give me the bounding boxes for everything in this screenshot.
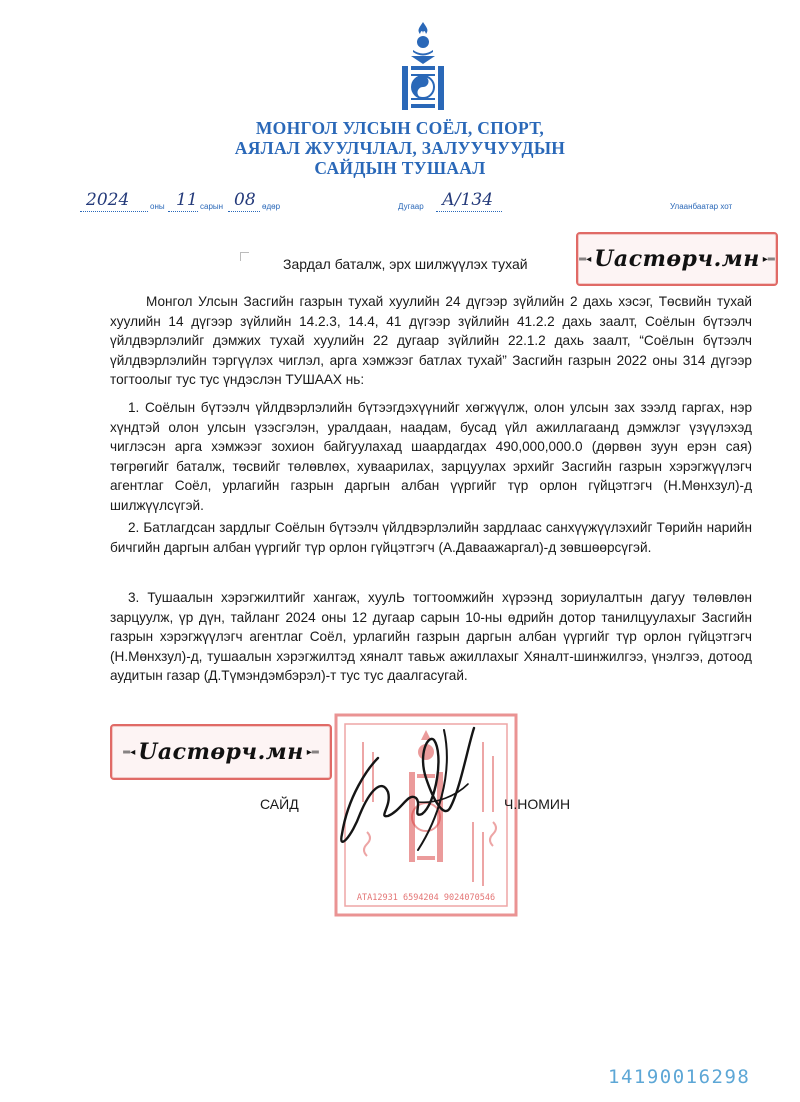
watermark-bottom-deco-left-icon: ═◂ — [123, 746, 136, 758]
signer-title: САЙД — [260, 796, 299, 812]
watermark-badge-bottom — [110, 724, 332, 780]
city-label: Улаанбаатар хот — [670, 202, 733, 211]
watermark-deco-right-icon: ▸═ — [762, 253, 775, 265]
date-year-label: оны — [150, 202, 165, 211]
document-registration-number: 14190016298 — [608, 1066, 751, 1088]
paragraph-intro: Монгол Улсын Засгийн газрын тухай хуулийн 24 дүгээр зүйлийн 2 дахь хэсэг, Төсвийн тухай хуулийн 14 дүгээр зүйлийн 14.2.3, 14.4, 41 дүгээр зүйлийн 41.2.2 дахь заалт, Соёлын бүтээлч үйлдвэрлэлийг дэмжих тухай хуулийн 22 дугаар зүйлийн 22.1.2 дахь заалт, “Соёлын бүтээлч үйлдвэрлэлийн тэргүүлэх чиглэл, арга хэмжээг батлах тухай” Засгийн газрын 2022 оны 314 дүгээр тогтоолыг тус тус үндэслэн ТУШААХ нь: — [110, 294, 752, 387]
watermark-text-bottom: Uacmөpч.мн — [138, 739, 304, 765]
paragraph-2: 2. Батлагдсан зардлыг Соёлын бүтээлч үйлдвэрлэлийн зардлаас санхүүжүүлэхийг Төрийн нарийн бичгийн даргын албан үүргийг түр орлон гүйцэтгэгч (А.Даваажаргал)-д зөвшөөрсүгэй. — [110, 520, 752, 555]
watermark-badge — [576, 232, 778, 286]
watermark-deco-left-icon: ═◂ — [579, 253, 592, 265]
corner-mark — [240, 252, 249, 261]
document-number: А/134 — [442, 190, 494, 210]
date-month: 11 — [176, 190, 198, 210]
soyombo-emblem-icon — [396, 20, 450, 116]
watermark-text: Uacmөpч.мн — [594, 246, 760, 272]
date-day: 08 — [234, 190, 256, 210]
date-day-label: өдөр — [262, 202, 281, 211]
watermark-bottom-deco-right-icon: ▸═ — [306, 746, 319, 758]
signer-name: Ч.НОМИН — [504, 796, 571, 812]
subject-line: Зардал баталж, эрх шилжүүлэх тухай — [283, 256, 528, 272]
date-number-row — [80, 190, 740, 220]
stamp-number-text: АТА12931 6594204 9024070546 — [356, 893, 496, 903]
paragraph-1: 1. Соёлын бүтээлч үйлдвэрлэлийн бүтээгдэхүүнийг хөгжүүлж, олон улсын зах зээлд гаргах, нэр хүндтэй олон улсын үзэсгэлэн, уралдаан, наадам, бусад үйл ажиллагаанд дэмжлэг үзүүлэхэд чиглэсэн арга хэмжээг зохион байгуулахад шаардагдах 490,000,000.0 (дөрвөн зуун ерэн сая) төгрөгийг баталж, төсвийг төлөвлөх, хуваарилах, зарцуулах эрхийг Засгийн газрын хэрэгжүүлэгч агентлаг Соёл, урлагийн газрын даргын албан үүргийг түр орлон гүйцэтгэгч (Н.Мөнхзул)-д шилжүүлсүгэй. — [110, 400, 752, 513]
ministry-title-line1: МОНГОЛ УЛСЫН СОЁЛ, СПОРТ, — [255, 118, 545, 138]
paragraph-3: 3. Тушаалын хэрэгжилтийг хангаж, хуулЬ тогтоомжийн хүрээнд зориулалтын дагуу төлөвлөн зарцуулж, үр дүн, тайланг 2024 оны 12 дугаар сарын 10-ны өдрийн дотор танилцуулахыг Засгийн газрын хэрэгжүүлэгч агентлаг Соёл, урлагийн газрын даргын албан үүргийг түр орлон гүйцэтгэгч (Н.Мөнхзул)-д, тушаалын хэрэгжилтэд хяналт тавьж ажиллахыг Хяналт-шинжилгээ, үнэлгээ, дотоод аудитын газар (Д.Түмэндэмбэрэл)-т тус тус даалгасугай. — [110, 590, 752, 683]
ministry-title-line3: САЙДЫН ТУШААЛ — [314, 158, 486, 178]
signature-icon — [318, 706, 518, 856]
date-month-label: сарын — [200, 202, 224, 211]
number-label: Дугаар — [398, 202, 424, 211]
date-year: 2024 — [86, 190, 130, 210]
ministry-title-line2: АЯЛАЛ ЖУУЛЧЛАЛ, ЗАЛУУЧУУДЫН — [234, 138, 566, 158]
